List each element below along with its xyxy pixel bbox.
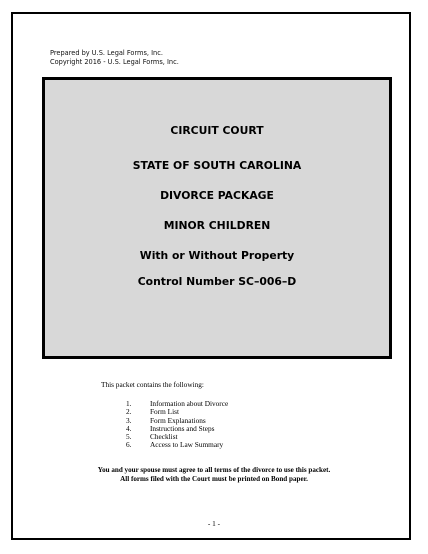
- children-title: MINOR CHILDREN: [163, 219, 271, 232]
- list-item-number: 5.: [126, 432, 132, 442]
- list-item-number: 2.: [126, 407, 132, 417]
- notice-line-2: All forms filed with the Court must be printed on Bond paper.: [120, 475, 308, 483]
- package-title: DIVORCE PACKAGE: [160, 189, 274, 202]
- court-title: CIRCUIT COURT: [170, 124, 264, 137]
- list-item-label: Form List: [150, 407, 179, 417]
- notice-line-1: You and your spouse must agree to all terms of the divorce to use this packet.: [97, 466, 331, 474]
- list-item-label: Form Explanations: [150, 415, 206, 425]
- page-number: - 1 -: [207, 519, 221, 528]
- list-item-number: 6.: [126, 440, 132, 450]
- property-title: With or Without Property: [139, 249, 295, 262]
- copyright-text: Copyright 2016 - U.S. Legal Forms, Inc.: [50, 58, 179, 66]
- list-item-label: Instructions and Steps: [150, 423, 215, 433]
- state-title: STATE OF SOUTH CAROLINA: [132, 159, 302, 172]
- title-box: [42, 77, 392, 359]
- list-item-label: Information about Divorce: [150, 399, 229, 408]
- list-item-number: 1.: [126, 399, 132, 408]
- list-item-number: 4.: [126, 423, 132, 433]
- prepared-by-text: Prepared by U.S. Legal Forms, Inc.: [50, 49, 163, 57]
- contents-intro: This packet contains the following:: [101, 380, 204, 389]
- list-item-label: Access to Law Summary: [150, 440, 224, 450]
- control-number: Control Number SC–006–D: [137, 275, 297, 288]
- list-item: [126, 441, 228, 449]
- list-item-number: 3.: [126, 415, 132, 425]
- list-item-label: Checklist: [150, 432, 178, 442]
- prepared-by-header: [50, 49, 179, 67]
- contents-list: [126, 400, 228, 450]
